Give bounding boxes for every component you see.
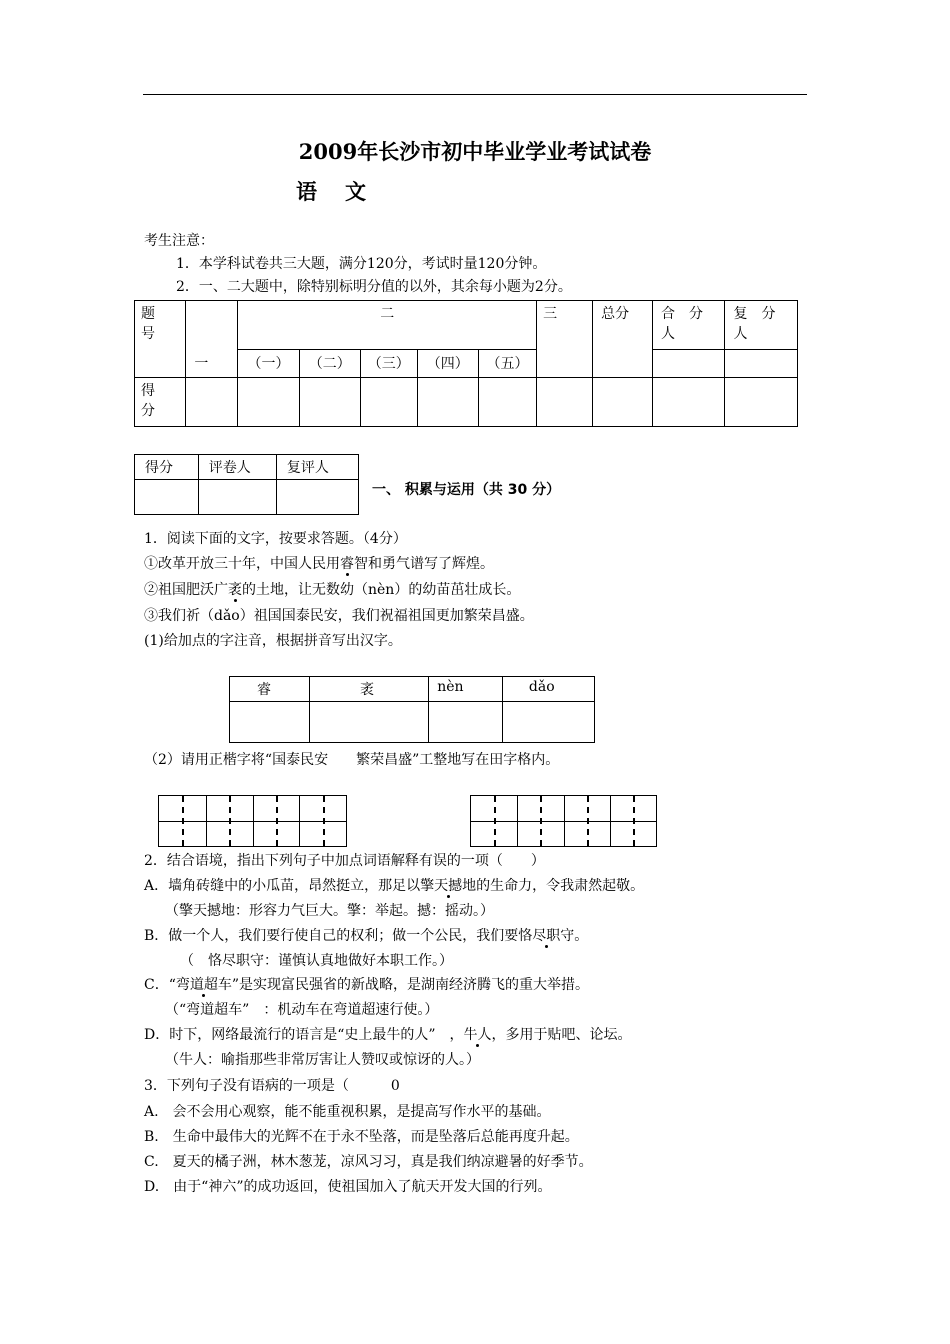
q3-option-a: A. 会不会用心观察，能不能重视积累，是提高写作水平的基础。 — [144, 1104, 551, 1120]
q1-sub-1: (1)给加点的字注音，根据拼音写出汉字。 — [144, 633, 402, 649]
answer-cell[interactable] — [502, 702, 594, 743]
score-cell — [299, 378, 360, 427]
grader-header: 评卷人 — [198, 455, 276, 480]
q2-option-d-text: ，多用于贴吧、论坛。 — [491, 1027, 632, 1043]
score-cell — [186, 378, 238, 427]
row-label-tihao-1: 题 — [141, 306, 155, 322]
q2-option-a-text: A．墙角砖缝中的小瓜苗，昂然挺立，那足以 — [144, 878, 421, 894]
grid-row-divider — [159, 821, 346, 822]
answer-cell[interactable] — [429, 702, 503, 743]
q2-dotted-word-b: 恪尽职守 — [518, 928, 575, 944]
section-one-heading: 一、 积累与运用（共 30 分） — [372, 482, 561, 498]
score-cell — [360, 378, 417, 427]
q2-option-c-text: C．“ — [144, 977, 176, 993]
q2-option-d — [144, 1024, 632, 1044]
pinyin-header-1: 睿 — [230, 677, 310, 702]
q2-option-c — [144, 974, 589, 994]
grid-row-divider — [471, 821, 656, 822]
notice-item-2: 2．一、二大题中，除特别标明分值的以外，其余每小题为2分。 — [176, 279, 572, 295]
col-reviewer-2: 人 — [733, 326, 748, 342]
exam-title: 2009年长沙市初中毕业学业考试试卷 — [298, 139, 652, 164]
q2-option-d-text: D．时下，网络最流行的语言是“史上最牛的人” ， — [144, 1027, 464, 1043]
q1-line-1 — [144, 553, 494, 573]
col-checker-2: 人 — [661, 326, 676, 342]
score-cell — [725, 378, 798, 427]
q2-option-b-text: B．做一个人，我们要行使自己的权利；做一个公民，我们要 — [144, 928, 519, 944]
q2-note-d: （牛人：喻指那些非常厉害让人赞叹或惊讶的人。） — [165, 1052, 480, 1068]
answer-cell[interactable] — [230, 702, 310, 743]
tianzige-grid-right[interactable] — [470, 795, 657, 847]
col-total: 总分 — [593, 301, 653, 378]
q2-option-a-text: 的生命力，令我肃然起敬。 — [476, 878, 645, 894]
q1-line-2 — [144, 579, 520, 599]
q2-option-b — [144, 925, 588, 945]
pinyin-header-2: 袤 — [309, 677, 428, 702]
q1-sub-2: （2）请用正楷字将“国泰民安 繁荣昌盛”工整地写在田字格内。 — [144, 752, 560, 768]
sub-col-2: （二） — [299, 350, 360, 378]
row-label-defen-1: 得 — [141, 383, 155, 399]
q3-option-b: B. 生命中最伟大的光辉不在于永不坠落，而是坠落后总能再度升起。 — [144, 1129, 579, 1145]
q1-stem: 1．阅读下面的文字，按要求答题。（4分） — [144, 531, 407, 547]
grader-score-header: 得分 — [135, 455, 199, 480]
q1-line-3: ③我们祈（dǎo）祖国国泰民安，我们祝福祖国更加繁荣昌盛。 — [144, 608, 534, 624]
q1-line-1-text: 智和勇气谱写了辉煌。 — [354, 556, 494, 572]
q2-option-c-text: ”是实现富民强省的新战略，是湖南经济腾飞的重大举措。 — [231, 977, 590, 993]
q1-dotted-char-1: 睿 — [340, 556, 354, 572]
q2-note-a: （擎天撼地：形容力气巨大。擎：举起。撼：摇动。） — [165, 903, 494, 919]
col-one: 一 — [186, 301, 238, 378]
q2-option-b-text: 。 — [574, 928, 589, 944]
grader-cell — [135, 480, 199, 515]
notice-item-1: 1．本学科试卷共三大题，满分120分，考试时量120分钟。 — [176, 256, 547, 272]
row-label-defen-2: 分 — [141, 403, 155, 419]
q3-option-c: C. 夏天的橘子洲，林木葱茏，凉风习习，真是我们纳凉避暑的好季节。 — [144, 1154, 593, 1170]
pinyin-header-3: nèn — [429, 677, 503, 702]
sub-col-3: （三） — [360, 350, 417, 378]
col-two: 二 — [238, 301, 537, 350]
q1-line-1-text: ①改革开放三十年，中国人民用 — [144, 556, 340, 572]
col-checker-1: 合 分 — [661, 306, 704, 322]
q2-dotted-word-d: 牛人 — [463, 1027, 492, 1043]
q3-stem: 3．下列句子没有语病的一项是（ 0 — [144, 1078, 400, 1094]
score-cell — [593, 378, 653, 427]
reviewer-header: 复评人 — [276, 455, 358, 480]
subject-title: 语文 — [296, 179, 394, 204]
q2-dotted-word-a: 擎天撼地 — [420, 878, 477, 894]
notice-heading: 考生注意： — [144, 233, 214, 249]
score-cell — [238, 378, 299, 427]
col-three: 三 — [537, 301, 593, 378]
sub-col-1: （一） — [238, 350, 299, 378]
q1-line-2-text: ②祖国肥沃广 — [144, 582, 228, 598]
pinyin-table — [229, 676, 595, 743]
sub-col-5: （五） — [478, 350, 536, 378]
q3-option-d: D. 由于“神六”的成功返回，使祖国加入了航天开发大国的行列。 — [144, 1179, 552, 1195]
q1-dotted-char-2: 袤 — [228, 582, 242, 598]
pinyin-header-4: dǎo — [502, 677, 594, 702]
q2-stem: 2．结合语境，指出下列句子中加点词语解释有误的一项（ ） — [144, 853, 545, 869]
tianzige-grid-left[interactable] — [158, 795, 347, 847]
q1-line-2-text: 的土地，让无数幼（nèn）的幼苗茁壮成长。 — [242, 582, 521, 598]
sub-col-4: （四） — [417, 350, 478, 378]
score-table — [134, 300, 798, 427]
q2-dotted-word-c: 弯道超车 — [175, 977, 232, 993]
q2-option-a — [144, 875, 644, 895]
q2-note-b: （ 恪尽职守：谨慎认真地做好本职工作。） — [180, 953, 453, 969]
header-rule — [143, 94, 807, 95]
col-reviewer-1: 复 分 — [733, 306, 776, 322]
grader-box — [134, 454, 359, 515]
grader-cell — [276, 480, 358, 515]
row-label-tihao-2: 号 — [141, 326, 155, 342]
score-cell — [653, 378, 725, 427]
score-cell — [537, 378, 593, 427]
q2-note-c: （“弯道超车” ：机动车在弯道超速行使。） — [165, 1002, 439, 1018]
grader-cell — [198, 480, 276, 515]
answer-cell[interactable] — [309, 702, 428, 743]
score-cell — [478, 378, 536, 427]
score-cell — [417, 378, 478, 427]
